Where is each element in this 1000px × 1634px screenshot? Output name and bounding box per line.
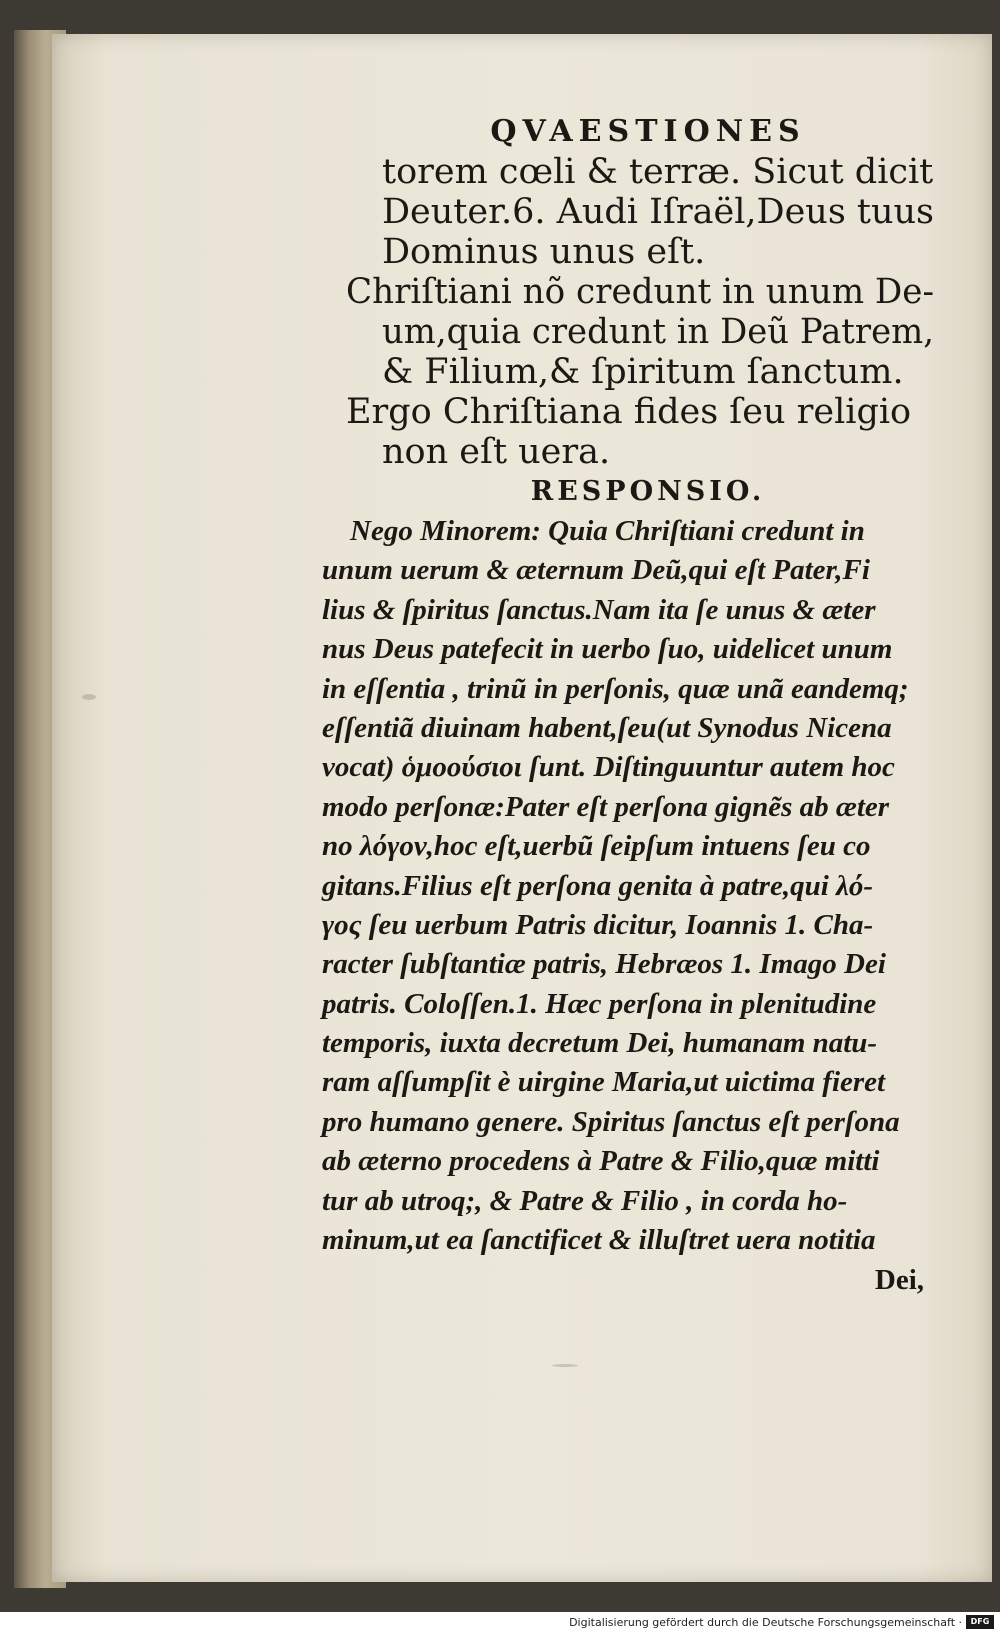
text-line: Ergo Chriſtiana fides ſeu religio — [346, 392, 912, 432]
text-line: Deuter.6. Audi Iſraël,Deus tuus — [382, 192, 934, 232]
text-line: unum uerum & æternum Deũ,qui eſt Pater,Fi — [322, 554, 870, 587]
text-line: modo perſonæ:Pater eſt perſona gignẽs ab æter — [322, 790, 890, 823]
text-line: racter ſubſtantiæ patris, Hebræos 1. Imago Dei — [322, 948, 886, 981]
text-line: torem cœli & terræ. Sicut dicit — [382, 152, 934, 192]
text-line: ab æterno procedens à Patre & Filio,quæ mitti — [322, 1145, 880, 1178]
text-line: gitans.Filius eſt perſona genita à patre,qui λό- — [322, 869, 874, 902]
text-line: Nego Minorem: Quia Chriſtiani credunt in — [350, 515, 865, 547]
opening-lines — [322, 152, 934, 272]
text-line: um,quia credunt in Deũ Patrem, — [382, 312, 934, 352]
text-block — [322, 112, 934, 1300]
text-line: minum,ut ea ſanctificet & illuſtret uera notitia — [322, 1224, 876, 1257]
text-line: in eſſentia , trinũ in perſonis, quæ unã eandemq; — [322, 672, 909, 705]
text-line: temporis, iuxta decretum Dei, humanam natu- — [322, 1027, 878, 1060]
running-head: QVAESTIONES — [490, 114, 806, 149]
text-line: Chriſtiani nõ credunt in unum De- — [346, 272, 934, 312]
catchword: Dei, — [874, 1264, 924, 1297]
text-line: vocat) ὁμοούσιοι ſunt. Diſtinguuntur autem hoc — [322, 751, 895, 784]
text-line: pro humano genere. Spiritus ſanctus eſt perſona — [322, 1105, 900, 1138]
text-line: γος ſeu uerbum Patris dicitur, Ioannis 1. Cha- — [322, 908, 874, 941]
text-line: & Filium,& ſpiritum ſanctum. — [382, 352, 904, 392]
text-line: ram aſſumpſit è uirgine Maria,ut uictima fieret — [322, 1066, 886, 1099]
text-line: tur ab utroq;, & Patre & Filio , in corda ho- — [322, 1184, 848, 1217]
text-line: eſſentiã diuinam habent,ſeu(ut Synodus Nicena — [322, 711, 892, 744]
footer-credit-text: Digitalisierung gefördert durch die Deutsche Forschungsgemeinschaft · — [569, 1616, 962, 1629]
section-heading: RESPONSIO. — [530, 476, 766, 507]
text-line: no λόγον,hoc eſt,uerbũ ſeipſum intuens ſeu co — [322, 830, 871, 863]
argument-block — [322, 272, 934, 472]
stain — [82, 694, 96, 700]
text-line: non eſt uera. — [382, 432, 611, 472]
dfg-logo-icon: DFG — [966, 1615, 994, 1629]
response-block — [322, 512, 934, 1260]
stain — [552, 1364, 578, 1367]
text-line: nus Deus patefecit in uerbo ſuo, uidelicet unum — [322, 633, 893, 666]
text-line: Dominus unus eſt. — [382, 232, 706, 272]
digitization-footer — [0, 1612, 1000, 1634]
text-line: patris. Coloſſen.1. Hæc perſona in plenitudine — [322, 987, 877, 1020]
text-line: lius & ſpiritus ſanctus.Nam ita ſe unus & æter — [322, 593, 876, 626]
